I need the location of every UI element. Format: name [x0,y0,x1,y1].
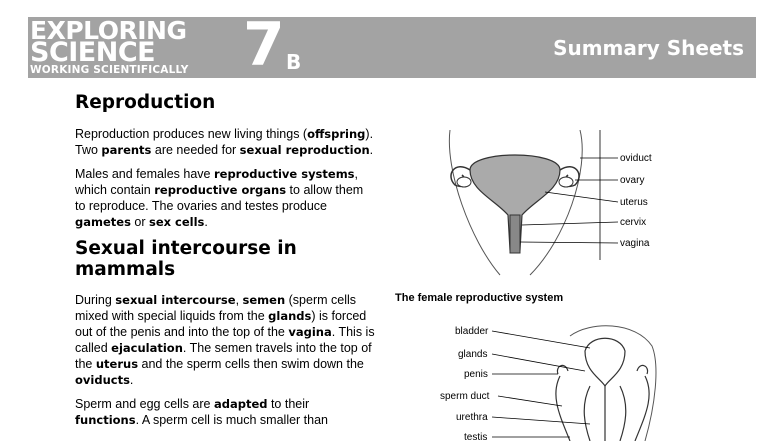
logo-exploring: EXPLORING [30,16,187,45]
reproduction-heading: Reproduction [75,92,216,113]
label-sperm-duct: sperm duct [440,391,490,402]
text-run: to their [267,397,310,411]
text-run: . A sperm cell is much smaller than [135,413,329,427]
text-run: and the sperm cells then swim down the [138,357,364,371]
unit-letter: B [286,50,302,74]
logo-science: SCIENCE [30,37,156,68]
text-run: . This is called [75,325,375,355]
header-banner [28,10,756,80]
logo-tagline: WORKING SCIENTIFICALLY [30,64,189,76]
text-run: are needed for [151,143,240,157]
label-cervix: cervix [620,217,647,228]
bold-term: functions [75,413,136,427]
male-label-lines [492,331,590,437]
text-run: . The semen travels into the top of the [75,341,372,371]
bold-term: offspring [307,127,366,141]
text-run: . [204,215,208,229]
bold-term: semen [242,293,286,307]
main-text-column [75,92,375,428]
text-run: ) is forced out of the penis and into the top of the [75,309,367,339]
uterus-shape [451,155,579,253]
bold-term: sex cells [148,215,205,229]
bold-term: gametes [75,215,131,229]
label-ovary: ovary [620,175,645,186]
male-organs [556,338,649,441]
text-run: Sperm and egg cells are [75,397,214,411]
text-run: Reproduction produces new living things ( [75,127,308,141]
bold-term: oviducts [75,373,130,387]
intercourse-paragraph-2 [75,396,375,428]
male-reproductive-diagram [440,316,670,441]
intercourse-paragraph-1 [75,292,375,388]
label-uterus: uterus [620,197,648,208]
intercourse-heading: Sexual intercourse in mammals [75,238,297,280]
bold-term: parents [101,143,152,157]
female-reproductive-diagram [440,130,660,280]
text-run: Males and females have [75,167,214,181]
label-oviduct: oviduct [620,153,652,164]
female-figure-caption: The female reproductive system [395,292,564,304]
reproduction-paragraph-2 [75,166,375,230]
text-run: or [130,215,149,229]
bold-term: sexual reproduction [239,143,370,157]
bold-term: vagina [288,325,332,339]
label-vagina: vagina [620,238,650,249]
text-run: , [235,293,243,307]
text-run: ). Two [75,127,374,157]
bold-term: ejaculation [111,341,183,355]
text-run: . [129,373,134,387]
bold-term: adapted [213,397,268,411]
label-penis: penis [464,369,488,380]
bold-term: reproductive systems [213,167,355,181]
bold-term: uterus [95,357,139,371]
text-run: During [75,293,116,307]
label-urethra: urethra [456,412,488,423]
reproduction-paragraph-1 [75,126,375,158]
text-run: to allow them to reproduce. The ovaries and testes produce [75,183,364,213]
unit-number: 7 [243,10,285,80]
bold-term: glands [268,309,312,323]
text-run: , which contain [75,167,359,197]
bold-term: reproductive organs [154,183,287,197]
label-bladder: bladder [455,326,489,337]
label-glands: glands [458,349,488,360]
text-run: (sperm cells mixed with special liquids from the [75,293,356,323]
text-run: . [369,143,374,157]
summary-sheets-title: Summary Sheets [553,36,744,60]
label-testis: testis [464,432,488,441]
bold-term: sexual intercourse [115,293,236,307]
